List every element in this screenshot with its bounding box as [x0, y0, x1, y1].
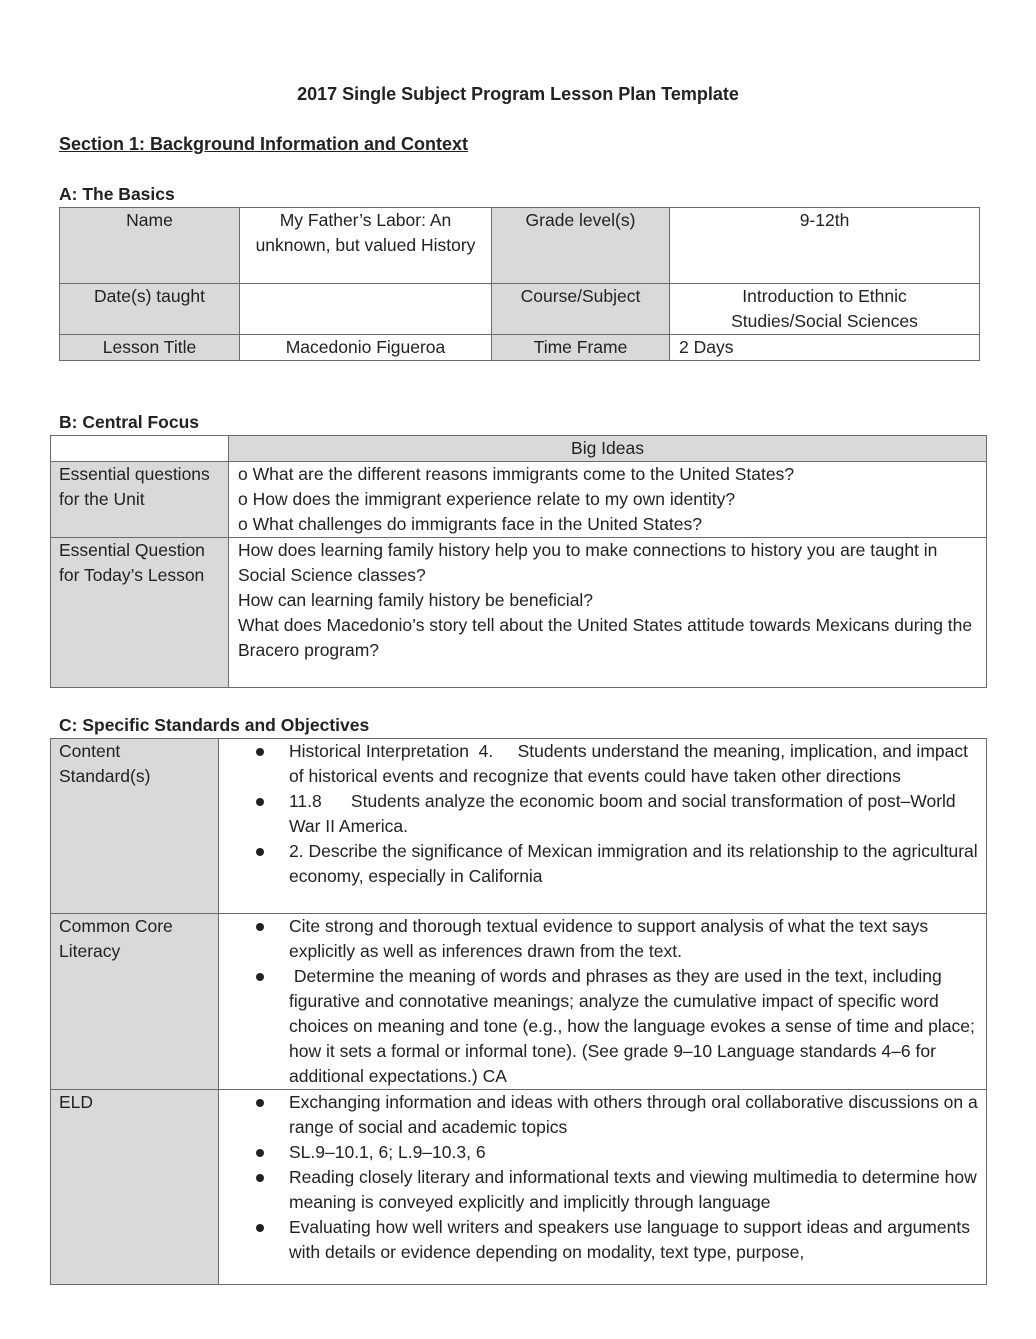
- document-title: 2017 Single Subject Program Lesson Plan Template: [297, 84, 739, 104]
- common-core-cell: [219, 914, 987, 1090]
- bullet-icon: [256, 748, 264, 756]
- common-core-list: [219, 914, 986, 1089]
- list-item: Determine the meaning of words and phrases as they are used in the text, including figurative and connotative meanings; analyze the cumulative impact of specific word choices on meaning and tone (e.g., how the language evokes a sense of time and place; how it sets a formal or informal tone). (See grade 9–10 Language standards 4–6 for additional expectations.) CA: [219, 964, 986, 1089]
- central-focus-header-row: [51, 436, 987, 462]
- list-item: Cite strong and thorough textual evidence to support analysis of what the text says explicitly as well as inferences drawn from the text.: [219, 914, 986, 964]
- big-ideas-header: Big Ideas: [229, 436, 987, 462]
- list-item: Historical Interpretation 4. Students understand the meaning, implication, and impact of historical events and recognize that events could have taken other directions: [219, 739, 986, 789]
- dates-taught-label: Date(s) taught: [60, 284, 240, 335]
- unit-question: o What are the different reasons immigrants come to the United States?: [238, 464, 795, 484]
- lesson-question: How does learning family history help you to make connections to history you are taught in Social Science classes?: [238, 540, 938, 585]
- dates-taught-value: [240, 284, 492, 335]
- bullet-icon: [256, 1149, 264, 1157]
- lesson-question: What does Macedonio’s story tell about the United States attitude towards Mexicans during the Bracero program?: [238, 615, 973, 660]
- grade-level-label: Grade level(s): [492, 208, 670, 284]
- grade-level-value: 9-12th: [670, 208, 980, 284]
- list-item: Evaluating how well writers and speakers use language to support ideas and arguments with details or evidence depending on modality, text type, purpose,: [219, 1215, 986, 1265]
- bullet-icon: [256, 798, 264, 806]
- unit-question: o How does the immigrant experience relate to my own identity?: [238, 489, 736, 509]
- bullet-icon: [256, 1224, 264, 1232]
- lesson-questions-row: [51, 538, 987, 688]
- bullet-icon: [256, 1174, 264, 1182]
- bullet-icon: [256, 923, 264, 931]
- lesson-title-value: Macedonio Figueroa: [240, 335, 492, 361]
- eld-row: [51, 1090, 987, 1285]
- unit-questions-cell: [229, 462, 987, 538]
- basics-row-lesson: [60, 335, 980, 361]
- basics-row-date: [60, 284, 980, 335]
- section-heading: Section 1: Background Information and Context: [59, 134, 469, 154]
- course-subject-label: Course/Subject: [492, 284, 670, 335]
- course-subject-value: Introduction to Ethnic Studies/Social Sciences: [670, 284, 980, 335]
- central-focus-table: [50, 435, 987, 688]
- content-standards-label: Content Standard(s): [51, 739, 219, 914]
- content-standards-list: [219, 739, 986, 889]
- bullet-icon: [256, 848, 264, 856]
- lesson-questions-cell: [229, 538, 987, 688]
- list-item: Reading closely literary and informational texts and viewing multimedia to determine how meaning is conveyed explicitly and implicitly through language: [219, 1165, 986, 1215]
- list-item: 2. Describe the significance of Mexican immigration and its relationship to the agricultural economy, especially in California: [219, 839, 986, 889]
- eld-label: ELD: [51, 1090, 219, 1285]
- basics-row-name: [60, 208, 980, 284]
- list-item: 11.8 Students analyze the economic boom and social transformation of post–World War II America.: [219, 789, 986, 839]
- standards-table: [50, 738, 987, 1285]
- bullet-icon: [256, 973, 264, 981]
- common-core-label: Common Core Literacy: [51, 914, 219, 1090]
- content-standards-row: [51, 739, 987, 914]
- central-focus-heading: B: Central Focus: [59, 412, 200, 432]
- unit-question: o What challenges do immigrants face in the United States?: [238, 514, 702, 534]
- central-focus-header-blank: [51, 436, 229, 462]
- lesson-question: How can learning family history be beneficial?: [238, 590, 594, 610]
- unit-questions-row: [51, 462, 987, 538]
- lesson-questions-label: Essential Question for Today’s Lesson: [51, 538, 229, 688]
- lesson-title-label: Lesson Title: [60, 335, 240, 361]
- list-item: Exchanging information and ideas with others through oral collaborative discussions on a range of social and academic topics: [219, 1090, 986, 1140]
- standards-heading: C: Specific Standards and Objectives: [59, 715, 370, 735]
- basics-heading: A: The Basics: [59, 184, 175, 204]
- bullet-icon: [256, 1099, 264, 1107]
- content-standards-cell: [219, 739, 987, 914]
- common-core-row: [51, 914, 987, 1090]
- name-label: Name: [60, 208, 240, 284]
- eld-list: [219, 1090, 986, 1265]
- eld-cell: [219, 1090, 987, 1285]
- time-frame-label: Time Frame: [492, 335, 670, 361]
- name-value: My Father’s Labor: An unknown, but valued History: [240, 208, 492, 284]
- basics-table: [59, 207, 980, 361]
- unit-questions-label: Essential questions for the Unit: [51, 462, 229, 538]
- list-item: SL.9–10.1, 6; L.9–10.3, 6: [219, 1140, 986, 1165]
- time-frame-value: 2 Days: [670, 335, 980, 361]
